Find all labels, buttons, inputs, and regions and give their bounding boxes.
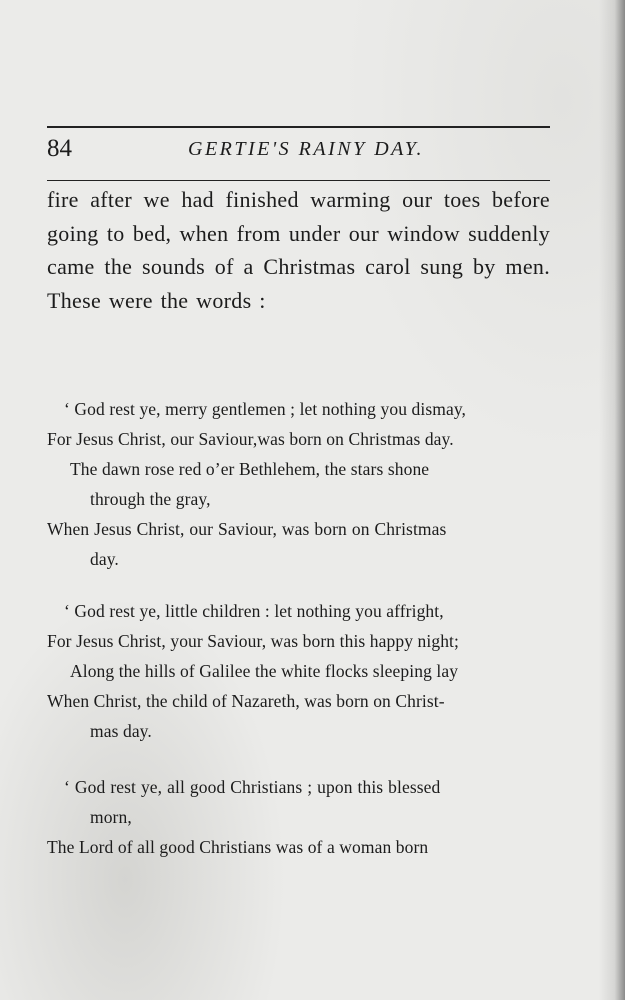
verse-line: mas day. [90, 721, 152, 741]
verse-line: through the gray, [90, 489, 211, 509]
page-number: 84 [47, 135, 72, 162]
verse-line: For Jesus Christ, our Saviour,was born on Christmas day. [47, 429, 454, 449]
verse-line: morn, [90, 807, 132, 827]
verse-line: The dawn rose red o’er Bethlehem, the stars shone [70, 459, 430, 479]
verse-line: Along the hills of Galilee the white flocks sleeping lay [70, 661, 459, 681]
verse-line: ‘ God rest ye, little children : let nothing you affright, [64, 601, 444, 621]
header-top-rule [47, 126, 550, 128]
header-bottom-rule [47, 180, 550, 181]
page-edge-shadow [599, 0, 625, 1000]
verse-line: The Lord of all good Christians was of a woman born [47, 837, 429, 857]
verse-line: ‘ God rest ye, all good Christians ; upon this blessed [64, 777, 441, 797]
verse-line: day. [90, 549, 119, 569]
verse-line: When Christ, the child of Nazareth, was born on Christ- [47, 691, 445, 711]
verse-line: When Jesus Christ, our Saviour, was born on Christmas [47, 519, 447, 539]
prose-paragraph: fire after we had finished warming our toes before going to bed, when from under our window suddenly came the sounds of a Christmas carol sung by men. These were the words : [47, 187, 550, 313]
running-title: GERTIE'S RAINY DAY. [188, 138, 425, 160]
verse-line: ‘ God rest ye, merry gentlemen ; let nothing you dismay, [64, 399, 467, 419]
verse-line: For Jesus Christ, your Saviour, was born this happy night; [47, 631, 459, 651]
